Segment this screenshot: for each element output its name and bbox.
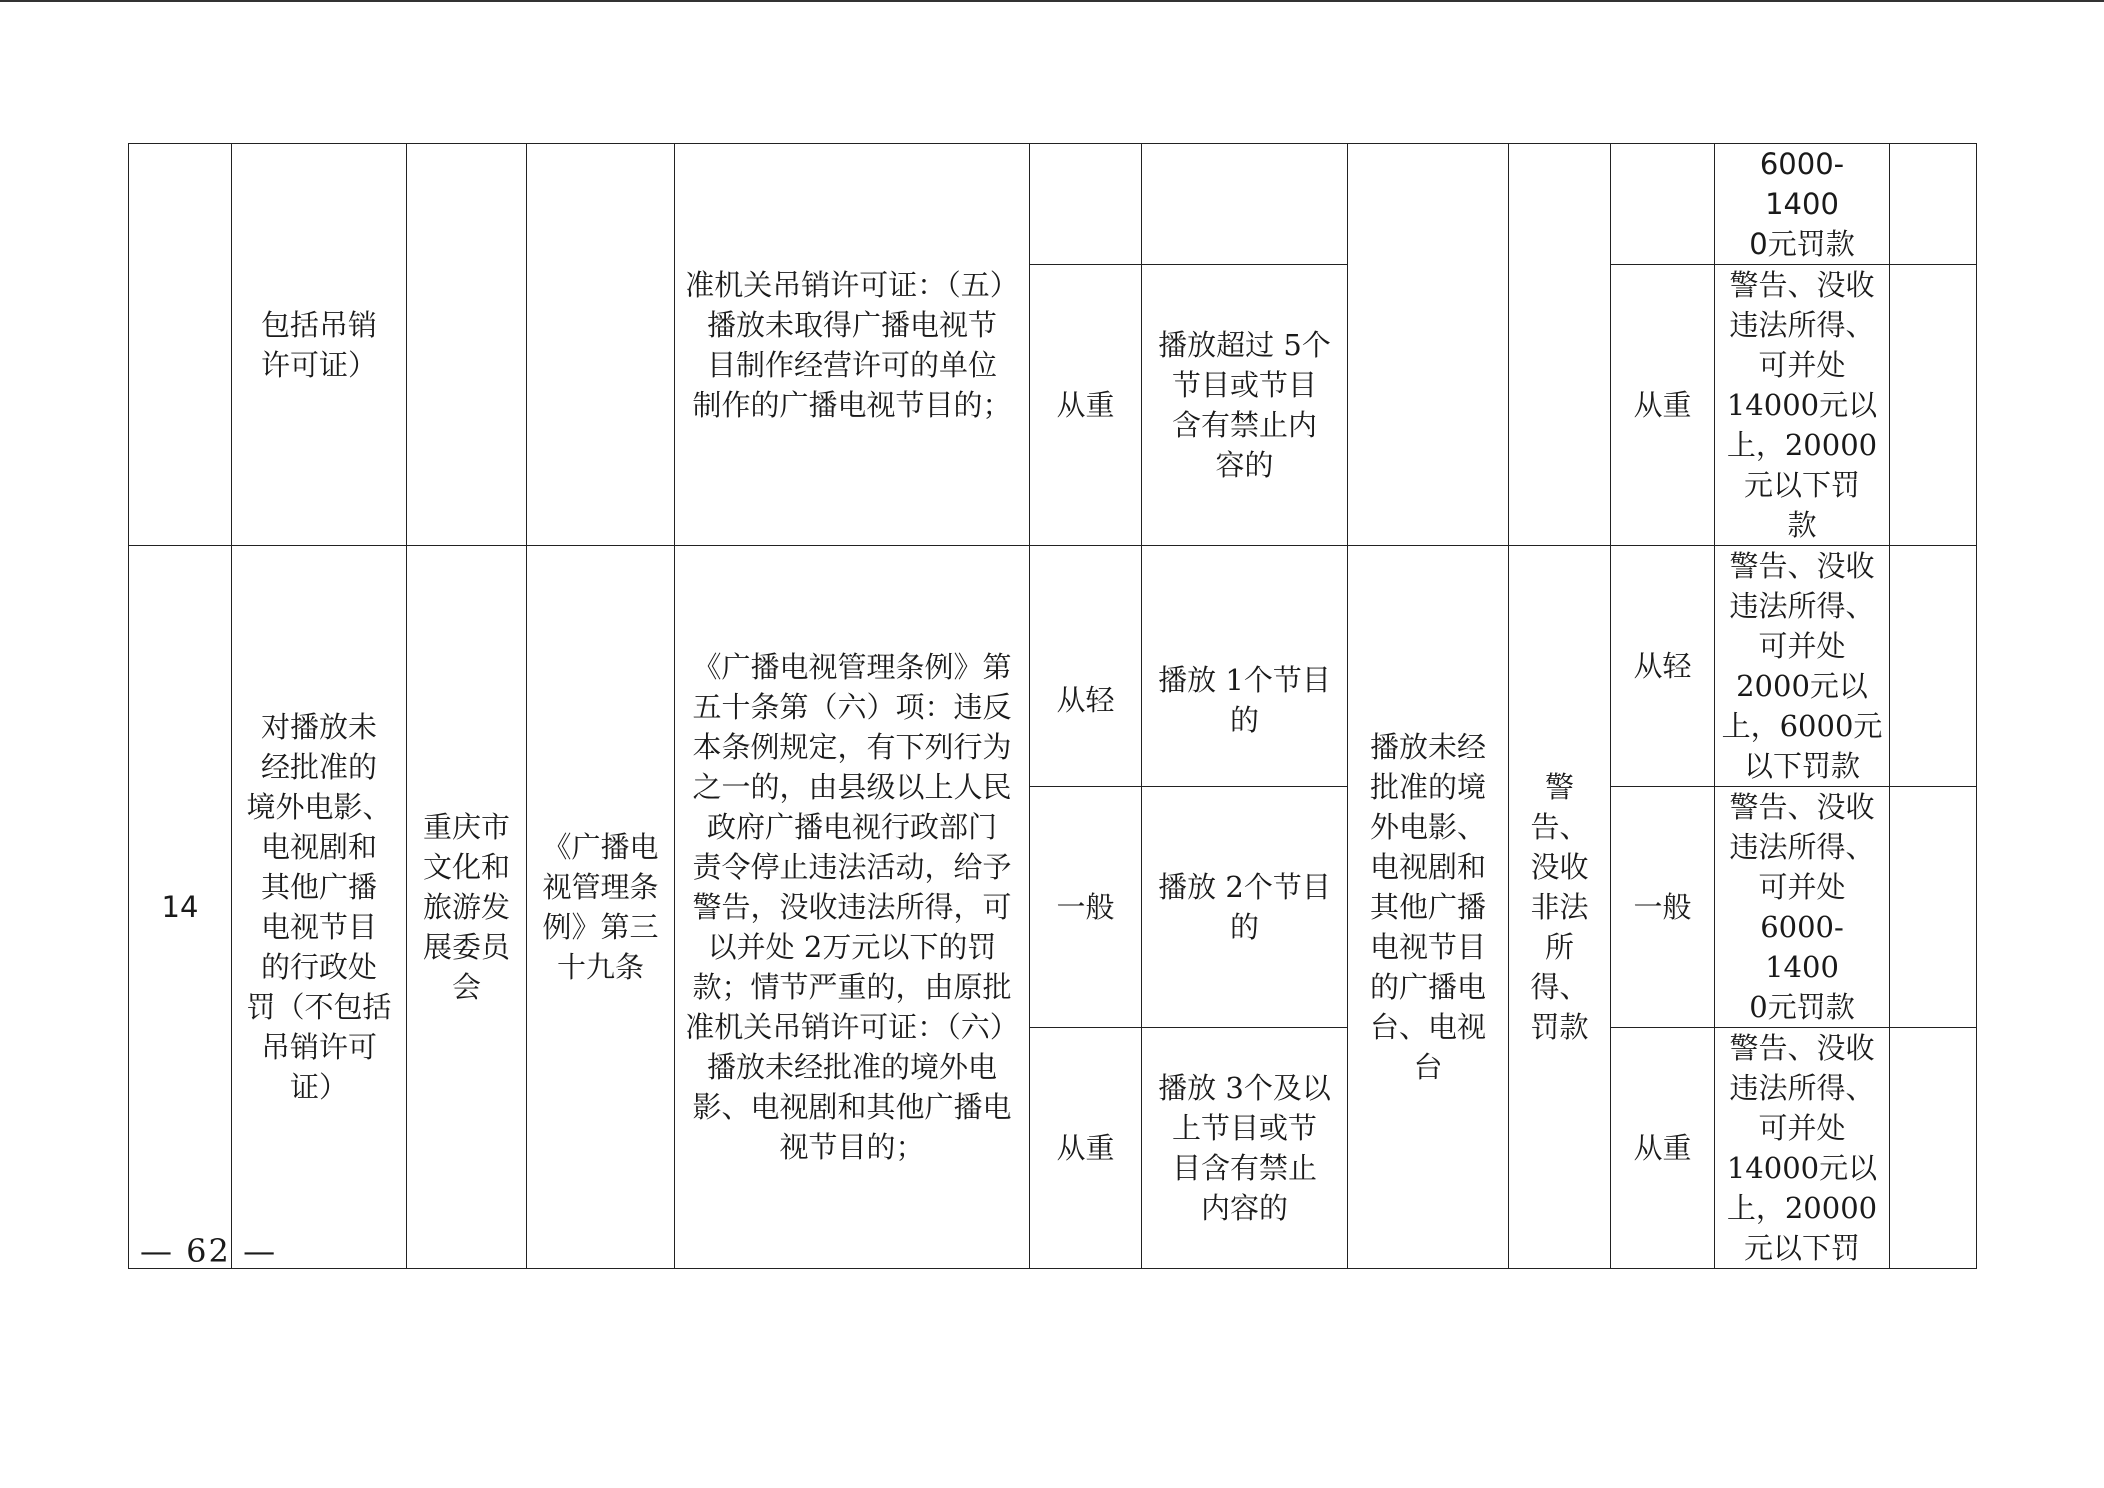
violation-cell [1348,144,1509,546]
penalty-cell: 6000- 1400 0元罚款 [1715,144,1890,265]
page-top-rule [0,0,2104,2]
grade2-cell: 从重 [1611,265,1715,546]
remark-cell [1890,144,1977,265]
grade2-cell: 从轻 [1611,546,1715,787]
situation-cell: 播放 1个节目 的 [1142,546,1348,787]
grade2-cell [1611,144,1715,265]
violation-cell: 播放未经 批准的境 外电影、 电视剧和 其他广播 电视节目 的广播电 台、电视 台 [1348,546,1509,1269]
grade-cell: 一般 [1030,787,1142,1028]
remark-cell [1890,1028,1977,1269]
item-name-cell: 包括吊销 许可证） [232,144,407,546]
basis-cell: 《广播电 视管理条 例》第三 十九条 [527,546,675,1269]
item-name-cell: 对播放未 经批准的 境外电影、 电视剧和 其他广播 电视节目 的行政处 罚（不包括 吊销许可 证） [232,546,407,1269]
penalty-type-cell [1509,144,1611,546]
grade-cell: 从重 [1030,1028,1142,1269]
situation-cell: 播放 3个及以 上节目或节 目含有禁止 内容的 [1142,1028,1348,1269]
table-row [129,546,1977,787]
penalty-discretion-table [128,143,1977,1269]
situation-cell: 播放超过 5个 节目或节目 含有禁止内 容的 [1142,265,1348,546]
penalty-cell: 警告、没收 违法所得、 可并处 14000元以 上，20000 元以下罚 [1715,1028,1890,1269]
authority-cell [407,144,527,546]
grade-cell: 从轻 [1030,546,1142,787]
item-number-cell [129,144,232,546]
penalty-cell: 警告、没收 违法所得、 可并处 6000- 1400 0元罚款 [1715,787,1890,1028]
item-number-cell: 14 [129,546,232,1269]
remark-cell [1890,787,1977,1028]
page-number: — 62 — [140,1232,278,1270]
remark-cell [1890,546,1977,787]
grade-cell: 从重 [1030,265,1142,546]
table-row [129,144,1977,265]
basis-cell [527,144,675,546]
penalty-type-cell: 警 告、 没收 非法 所 得、 罚款 [1509,546,1611,1269]
grade-cell [1030,144,1142,265]
legal-text-cell: 《广播电视管理条例》第 五十条第（六）项：违反 本条例规定，有下列行为 之一的，由县级以上人民 政府广播电视行政部门 责令停止违法活动，给予 警告，没收违法所得，可 以并处 2万元以下的罚 款；情节严重的，由原批 准机关吊销许可证：（六） 播放未经批准的境外电 影、电视剧和其他广播电 视节目的； [675,546,1030,1269]
grade2-cell: 一般 [1611,787,1715,1028]
penalty-cell: 警告、没收 违法所得、 可并处 2000元以 上，6000元 以下罚款 [1715,546,1890,787]
legal-text-cell: 准机关吊销许可证：（五） 播放未取得广播电视节 目制作经营许可的单位 制作的广播电视节目的； [675,144,1030,546]
grade2-cell: 从重 [1611,1028,1715,1269]
authority-cell: 重庆市 文化和 旅游发 展委员 会 [407,546,527,1269]
situation-cell: 播放 2个节目 的 [1142,787,1348,1028]
situation-cell [1142,144,1348,265]
penalty-cell: 警告、没收 违法所得、 可并处 14000元以 上，20000 元以下罚 款 [1715,265,1890,546]
remark-cell [1890,265,1977,546]
